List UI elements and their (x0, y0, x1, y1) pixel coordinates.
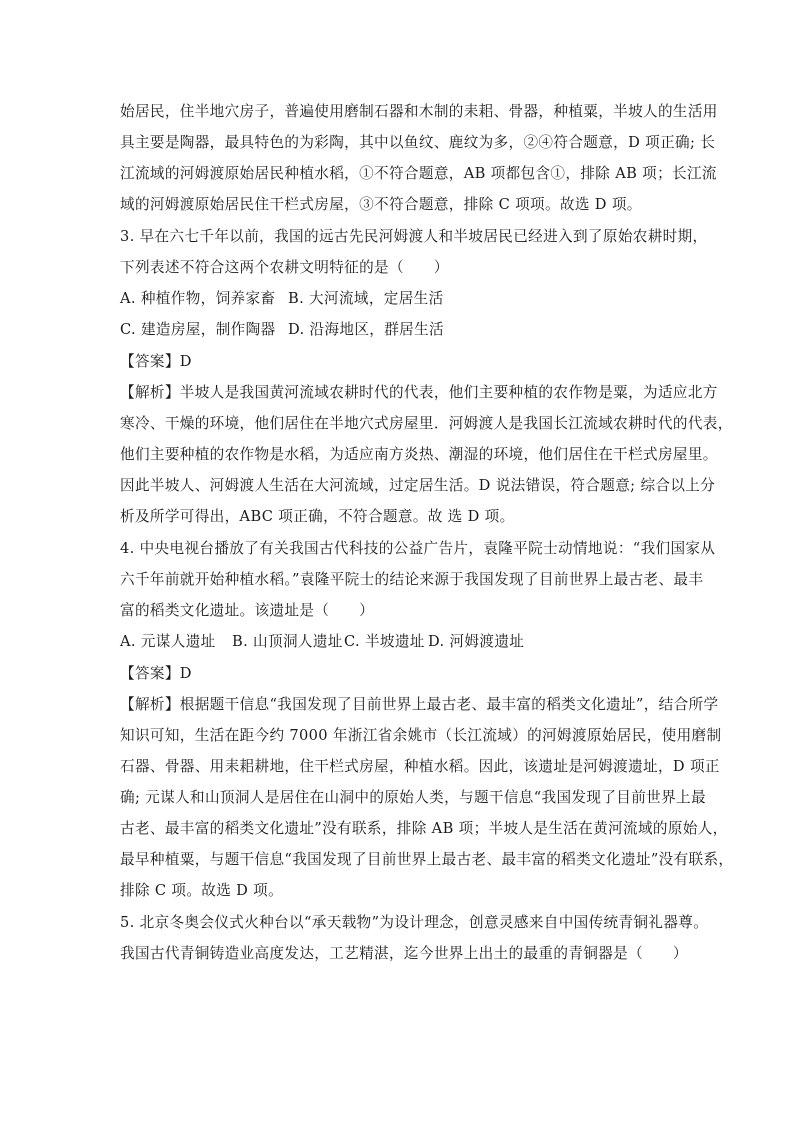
option-a: A. 元谋人遗址 (120, 633, 216, 650)
question-4-stem: 富的稻类文化遗址。该遗址是（ ） (120, 602, 375, 619)
question-5-stem: 5. 北京冬奥会仪式火种台以“承天载物”为设计理念，创意灵感来自中国传统青铜礼器尊。 (120, 914, 709, 931)
question-3-analysis: 【解析】半坡人是我国黄河流域农耕时代的代表，他们主要种植的农作物是粟，为适应北方 (120, 384, 718, 401)
intro-line: 具主要是陶器，最具特色的为彩陶，其中以鱼纹、鹿纹为多，②④符合题意，D 项正确; 长 (120, 134, 716, 151)
option-c: C. 半坡遗址 (344, 633, 425, 650)
question-4-analysis: 排除 C 项。故选 D 项。 (120, 882, 284, 899)
question-3-stem: 下列表述不符合这两个农耕文明特征的是（ ） (120, 259, 449, 276)
question-3-options-row (120, 320, 444, 340)
question-4-analysis: 最早种植粟，与题干信息“我国发现了目前世界上最古老、最丰富的稻类文化遗址”没有联系， (120, 851, 734, 868)
question-4-stem: 4. 中央电视台播放了有关我国古代科技的公益广告片，袁隆平院士动情地说：“我们国家从 (120, 540, 716, 557)
intro-line: 江流域的河姆渡原始居民种植水稻，①不符合题意，AB 项都包含①，排除 AB 项；长江流 (120, 165, 717, 182)
question-4-analysis: 确; 元谋人和山顶洞人是居住在山洞中的原始人类，与题干信息“我国发现了目前世界上最 (120, 789, 706, 806)
question-5-stem: 我国古代青铜铸造业高度发达，工艺精湛，迄今世界上出土的最重的青铜器是（ ） (120, 945, 688, 962)
question-3-analysis: 因此半坡人、河姆渡人生活在大河流域，过定居生活。D 说法错误，符合题意; 综合以上分 (120, 477, 716, 494)
question-4-analysis: 古老、最丰富的稻类文化遗址”没有联系，排除 AB 项；半坡人是生活在黄河流域的原始人， (120, 820, 728, 837)
question-4-analysis: 石器、骨器、用耒耜耕地，住干栏式房屋，种植水稻。因此，该遗址是河姆渡遗址，D 项正 (120, 758, 720, 775)
question-3-options-row (120, 289, 444, 309)
question-4-answer: 【答案】D (120, 665, 192, 682)
question-3-analysis: 析及所学可得出，ABC 项正确，不符合题意。故 选 D 项。 (120, 508, 515, 525)
question-4-options-row (120, 632, 524, 652)
question-4-analysis: 【解析】根据题干信息“我国发现了目前世界上最古老、最丰富的稻类文化遗址”，结合所学 (120, 696, 719, 713)
option-c: C. 建造房屋，制作陶器 (120, 321, 276, 338)
question-4-stem: 六千年前就开始种植水稻。”袁隆平院士的结论来源于我国发现了目前世界上最古老、最丰 (120, 571, 704, 588)
intro-line: 始居民，住半地穴房子，普遍使用磨制石器和木制的耒耜、骨器，种植粟，半坡人的生活用 (120, 103, 718, 120)
question-4-analysis: 知识可知，生活在距今约 7000 年浙江省余姚市（长江流域）的河姆渡原始居民，使用磨制 (120, 727, 722, 744)
option-a: A. 种植作物，饲养家畜 (120, 290, 276, 307)
intro-line: 域的河姆渡原始居民住干栏式房屋，③不符合题意，排除 C 项项。故选 D 项。 (120, 196, 642, 213)
option-d: D. 沿海地区，群居生活 (288, 321, 445, 338)
option-b: B. 山顶洞人遗址 (232, 633, 343, 650)
question-3-stem: 3. 早在六七千年以前，我国的远古先民河姆渡人和半坡居民已经进入到了原始农耕时期， (120, 228, 708, 245)
question-3-analysis: 他们主要种植的农作物是水稻，为适应南方炎热、潮湿的环境，他们居住在干栏式房屋里。 (120, 446, 718, 463)
option-d: D. 河姆渡遗址 (428, 633, 525, 650)
question-3-answer: 【答案】D (120, 353, 192, 370)
question-3-analysis: 寒冷、干燥的环境，他们居住在半地穴式房屋里．河姆渡人是我国长江流域农耕时代的代表， (120, 415, 733, 432)
option-b: B. 大河流域，定居生活 (288, 290, 444, 307)
